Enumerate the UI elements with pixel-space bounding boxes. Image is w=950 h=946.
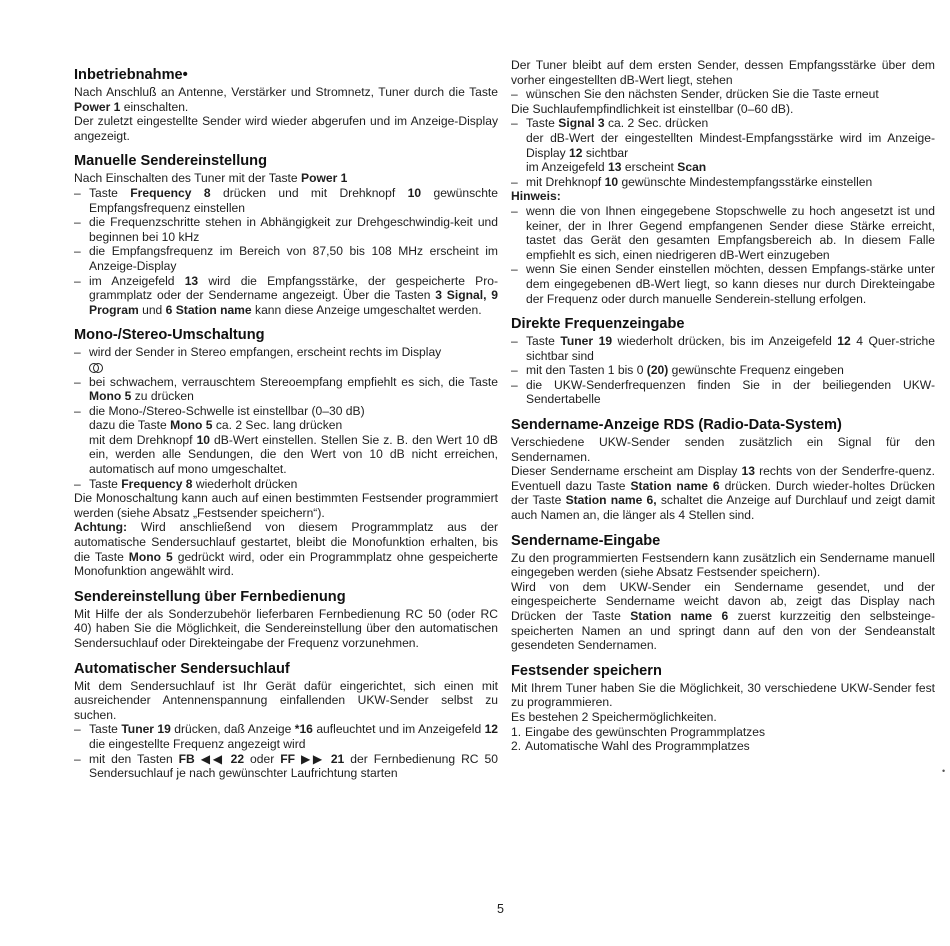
bold-text-run: 13 [184,273,199,288]
bold-text-run: Frequency 8 [130,185,211,200]
text-run: gewünschte Empfangsfrequenz einstellen [89,185,499,215]
paragraph [74,520,498,578]
left-column [74,66,498,781]
text-run: Nach Einschalten des Tuner mit der Taste [74,171,301,186]
dash-list-item [74,722,498,751]
text-run: Dieser Sendername erscheint am Display [511,464,742,479]
paragraph [511,681,935,710]
list-item-text [89,404,498,419]
paragraph [74,171,498,186]
dash-list-item [511,87,935,102]
text-run: wird die Empfangsstärke, der gespeicherte Pro-grammplatz oder der Sendername angezeigt. Über die Tasten [89,273,498,303]
bold-text-run: 10 [407,185,422,200]
text-run: Die Monoschaltung kann auch auf einen bestimmten Festsender programmiert werden (siehe Absatz „Festsender speichern“). [74,491,498,520]
right-column [511,58,935,754]
dash-list-item [74,186,498,215]
text-run: Taste [526,334,561,349]
text-run: Mit dem Sendersuchlauf ist Ihr Gerät dafür eingerichtet, sich einen mit ausreichender Antennenspannung einfallenden UKW-Sender selbst zu suchen. [74,678,498,722]
text-run: zu drücken [131,389,194,404]
section-spacer [511,523,935,532]
paragraph [74,114,498,143]
section-spacer [511,407,935,416]
section-heading: Mono-/Stereo-Umschaltung [74,327,265,344]
section-heading: Festsender speichern [511,662,662,679]
text-run: die UKW-Senderfrequenzen finden Sie in der beiliegenden UKW-Sendertabelle [526,377,935,407]
text-run: sichtbar [582,145,629,160]
list-item-text [526,175,935,190]
text-run: Es bestehen 2 Speichermöglichkeiten. [511,709,717,724]
section-heading: Sendername-Anzeige RDS (Radio-Data-System) [511,417,842,434]
list-item-text [526,116,935,131]
paragraph [511,102,935,117]
paragraph [74,607,498,651]
text-run: Der zuletzt eingestellte Sender wird wieder abgerufen und im Anzeige-Display angezeigt. [74,114,498,143]
section-spacer [511,306,935,315]
bold-text-run: Station name 6 [630,609,729,623]
dash-list-item [74,477,498,492]
bold-text-run: 6 Station name [165,302,252,317]
section-heading: Direkte Frequenzeingabe [511,316,685,333]
dash-list-item [74,215,498,244]
section-heading: Sendereinstellung über Fernbedienung [74,588,346,605]
bold-text-run: Frequency 8 [121,476,193,491]
text-run: und [138,302,166,317]
list-dash: – [511,262,518,277]
dash-list-item [511,334,935,363]
text-run: die Frequenzschritte stehen in Abhängigkeit zur Drehgeschwindig-keit und beginnen bei 10 kHz [89,215,498,244]
list-dash: – [74,374,81,389]
bold-text-run: Achtung: [74,520,128,535]
list-dash: – [74,751,81,766]
text-run: oder [244,751,281,766]
text-run: die eingestellte Frequenz angezeigt wird [89,736,306,751]
text-run: wiederholt drücken, bis im Anzeigefeld [612,334,838,349]
text-run: dB-Wert einstellen. Stellen Sie z. B. den Wert 10 dB ein, werden alle Sendungen, die den Wert von 10 dB nicht erreichen, automatisch auf mono umgeschaltet. [89,432,498,477]
text-run: im Anzeigefeld [526,160,609,175]
bold-text-run: 10 [604,174,619,189]
list-item-text [526,334,935,363]
section-spacer [74,143,498,152]
list-dash: – [511,87,518,102]
list-item-text [89,345,498,374]
text-run: ca. 2 Sec. lang drücken [212,418,343,433]
text-run: der dB-Wert der eingestellten Mindest-Empfangsstärke wird im Anzeige-Display [526,130,935,160]
paragraph [74,85,498,114]
list-dash: – [74,403,81,418]
list-dash: – [511,174,518,189]
list-dash: – [511,203,518,218]
text-run: Taste [89,185,131,200]
list-item-text [89,274,498,318]
text-run: Mit Hilfe der als Sonderzubehör lieferbaren Fernbedienung RC 50 (oder RC 40) haben Sie die Möglichkeit, die Sendereinstellung über den automatischen Sendersuchlauf oder Direkteingabe der Frequenz vorzunehmen. [74,606,498,650]
list-item-text [89,477,498,492]
dash-list-item [74,345,498,374]
list-item-text [526,87,935,102]
text-run: Zu den programmierten Festsendern kann zusätzlich ein Sendername manuell eingegeben werden (siehe Absatz Festsender speichern). [511,550,935,580]
text-run: mit dem Drehknopf [89,432,197,447]
list-dash: – [511,377,518,392]
text-run: einschalten. [120,99,189,114]
numbered-item [511,725,935,740]
list-dash: – [511,116,518,131]
dash-list-item [74,752,498,781]
list-item-text [89,186,498,215]
bold-text-run: Station name 6 [630,478,720,493]
bold-text-run: Mono 5 [89,389,132,404]
section-spacer [511,653,935,662]
text-run: erscheint [621,160,678,175]
list-item-text [526,378,935,407]
paragraph [74,491,498,520]
text-run: wird der Sender in Stereo empfangen, erscheint rechts im Display [89,345,442,360]
list-item-text [89,752,498,781]
bold-text-run: 13 [741,464,755,479]
list-item-text [89,375,498,404]
text-run: die Empfangsfrequenz im Bereich von 87,50 bis 108 MHz erscheint im Anzeige-Display [89,244,498,273]
text-run: 4 Quer-striche sichtbar sind [526,334,935,363]
text-run: Eingabe des gewünschten Programmplatzes [525,724,765,739]
text-run: wünschen Sie den nächsten Sender, drücken Sie die Taste erneut [526,87,879,102]
text-run: mit den Tasten 1 bis 0 [526,363,647,378]
dash-list-item [74,375,498,404]
text-run: ca. 2 Sec. drücken [604,116,709,131]
item-text [525,725,765,740]
list-dash: – [74,273,81,288]
list-item-text [526,204,935,262]
section-spacer [74,317,498,326]
list-dash: – [74,476,81,491]
dash-list-item [511,262,935,306]
list-item-text [526,363,935,378]
text-run: wenn Sie einen Sender einstellen möchten, dessen Empfangs-stärke unter dem eingegebenen dB-Wert liegt, so kann dieses nur durch Direkteingabe der Frequenz oder durch manuelle Senderein-stellung erfolgen. [526,262,935,306]
sub-item [74,418,498,433]
text-run: bei schwachem, verrauschtem Stereoempfang empfiehlt es sich, die Taste [89,374,498,389]
text-run: mit Drehknopf [526,174,605,189]
text-run: Automatische Wahl des Programmplatzes [525,739,750,754]
text-run: kann diese Anzeige umgeschaltet werden. [251,302,482,317]
list-dash: – [74,185,81,200]
text-run: gewünschte Mindestempfangsstärke einstellen [618,174,873,189]
text-run: drücken. Durch wieder-holtes Drücken der Taste [511,478,935,508]
list-item-text [89,215,498,244]
paragraph [74,679,498,723]
bold-text-run: FF ▶▶ 21 [280,751,345,766]
list-dash: – [74,215,81,230]
text-run: dazu die Taste [89,418,171,433]
page-number: 5 [497,902,504,916]
bold-text-run: 12 [484,722,499,737]
section-spacer [74,579,498,588]
sub-item [74,433,498,477]
text-run: Taste [526,116,559,131]
text-run: drücken und mit Drehknopf [210,185,408,200]
item-number: 2. [511,739,522,754]
section-spacer [74,651,498,660]
bold-text-run: 10 [196,432,211,447]
section-heading: Inbetriebnahme• [74,67,188,83]
bold-text-run: Mono 5 [128,549,173,564]
bold-text-run: Power 1 [301,171,348,186]
margin-mark: • [942,766,946,776]
text-run: gedrückt wird, oder ein Programmplatz ohne gespeicherte Monofunktion angewählt wird. [74,549,499,579]
list-item-text [89,244,498,273]
paragraph [511,580,935,653]
paragraph [511,189,935,204]
text-run: der Fernbedienung RC 50 Sendersuchlauf je nach gewünschter Laufrichtung starten [89,751,498,781]
dash-list-item [74,244,498,273]
bold-text-run: 12 [837,334,851,349]
text-run: Mit Ihrem Tuner haben Sie die Möglichkeit, 30 verschiedene UKW-Sender fest zu programmieren. [511,680,935,710]
text-run: Taste [89,476,122,491]
text-run: drücken, daß Anzeige [170,722,295,737]
text-run: Wird anschließend von diesem Programmplatz aus der automatische Sendersuchlauf gestartet, bleibt die Monofunktion erhalten, bis die Taste [74,520,498,564]
dash-list-item [511,116,935,131]
text-run: die Mono-/Stereo-Schwelle ist einstellbar (0–30 dB) [89,403,365,418]
text-run: Wird von dem UKW-Sender ein Sendername gesendet, und der eingespeicherte Sendername weicht davon ab, zeigt das Display nach Drücken der Taste [511,579,935,623]
bold-text-run: *16 [294,722,313,737]
bold-text-run: (20) [646,363,669,378]
text-run: aufleuchtet und im Anzeigefeld [312,722,485,737]
paragraph [511,435,935,464]
text-run: Nach Anschluß an Antenne, Verstärker und Stromnetz, Tuner durch die Taste [74,85,498,99]
paragraph [511,710,935,725]
dash-list-item [74,404,498,419]
bold-text-run: Signal 3 [558,116,605,131]
paragraph [511,464,935,522]
bold-text-run: 12 [569,145,583,160]
bold-text-run: 13 [608,160,622,175]
text-run: wenn die von Ihnen eingegebene Stopschwelle zu hoch angesetzt ist und keiner, der in Ihrer Gegend empfangenen Sender diese Stärke erreicht, tastet das Gerät den gesamten Empfangsbereich ab. In diesem Falle empfiehlt es sich, einen niedrigeren dB-Wert einzugeben [526,203,935,262]
bold-text-run: Tuner 19 [560,334,613,349]
text-run: wiederholt drücken [192,476,298,491]
item-text [525,739,750,754]
item-number: 1. [511,724,522,739]
dash-list-item [511,204,935,262]
list-dash: – [511,334,518,349]
bold-text-run: 3 Signal, 9 Program [89,288,498,317]
bold-text-run: Mono 5 [170,418,213,433]
bold-text-run: FB ◀◀ 22 [178,751,245,766]
paragraph [511,551,935,580]
paragraph [511,58,935,87]
section-heading: Sendername-Eingabe [511,532,661,549]
bold-text-run: Power 1 [74,99,121,114]
section-heading: Manuelle Sendereinstellung [74,153,268,170]
numbered-item [511,739,935,754]
text-run: Der Tuner bleibt auf dem ersten Sender, dessen Empfangsstärke über dem vorher eingestellten dB-Wert liegt, stehen [511,58,935,87]
text-run: gewünschte Frequenz eingeben [668,363,844,378]
bold-text-run: Station name 6, [565,493,657,508]
text-run: Die Suchlaufempfindlichkeit ist einstellbar (0–60 dB). [511,101,794,116]
text-run: mit den Tasten [89,751,179,766]
text-run: im Anzeigefeld [89,273,185,288]
dash-list-item [511,378,935,407]
stereo-icon [89,363,103,372]
dash-list-item [511,363,935,378]
dash-list-item [74,274,498,318]
list-dash: – [511,363,518,378]
list-item-text [89,722,498,751]
bold-text-run: Scan [677,160,707,175]
list-dash: – [74,722,81,737]
dash-list-item [511,175,935,190]
bold-text-run: Hinweis: [511,189,561,204]
sub-item [511,160,935,175]
text-run: Taste [89,722,122,737]
bold-text-run: Tuner 19 [121,722,171,737]
list-dash: – [74,345,81,360]
text-run: Verschiedene UKW-Sender senden zusätzlich ein Signal für den Sendernamen. [511,435,935,464]
text-run: schaltet die Anzeige auf Durchlauf und zeigt damit auch Namen an, die länger als 4 Stellen sind. [511,493,935,523]
list-item-text [526,262,935,306]
text-run: rechts von der Senderfre-quenz. Eventuell dazu Taste [511,464,935,493]
section-heading: Automatischer Sendersuchlauf [74,660,290,677]
sub-item [511,131,935,160]
text-run: zuerst kurzzeitig den selbsteinge-speicherten Namen an und springt dann auf den von der Sendeanstalt gesendeten Sendernamen. [511,609,936,653]
list-dash: – [74,244,81,259]
